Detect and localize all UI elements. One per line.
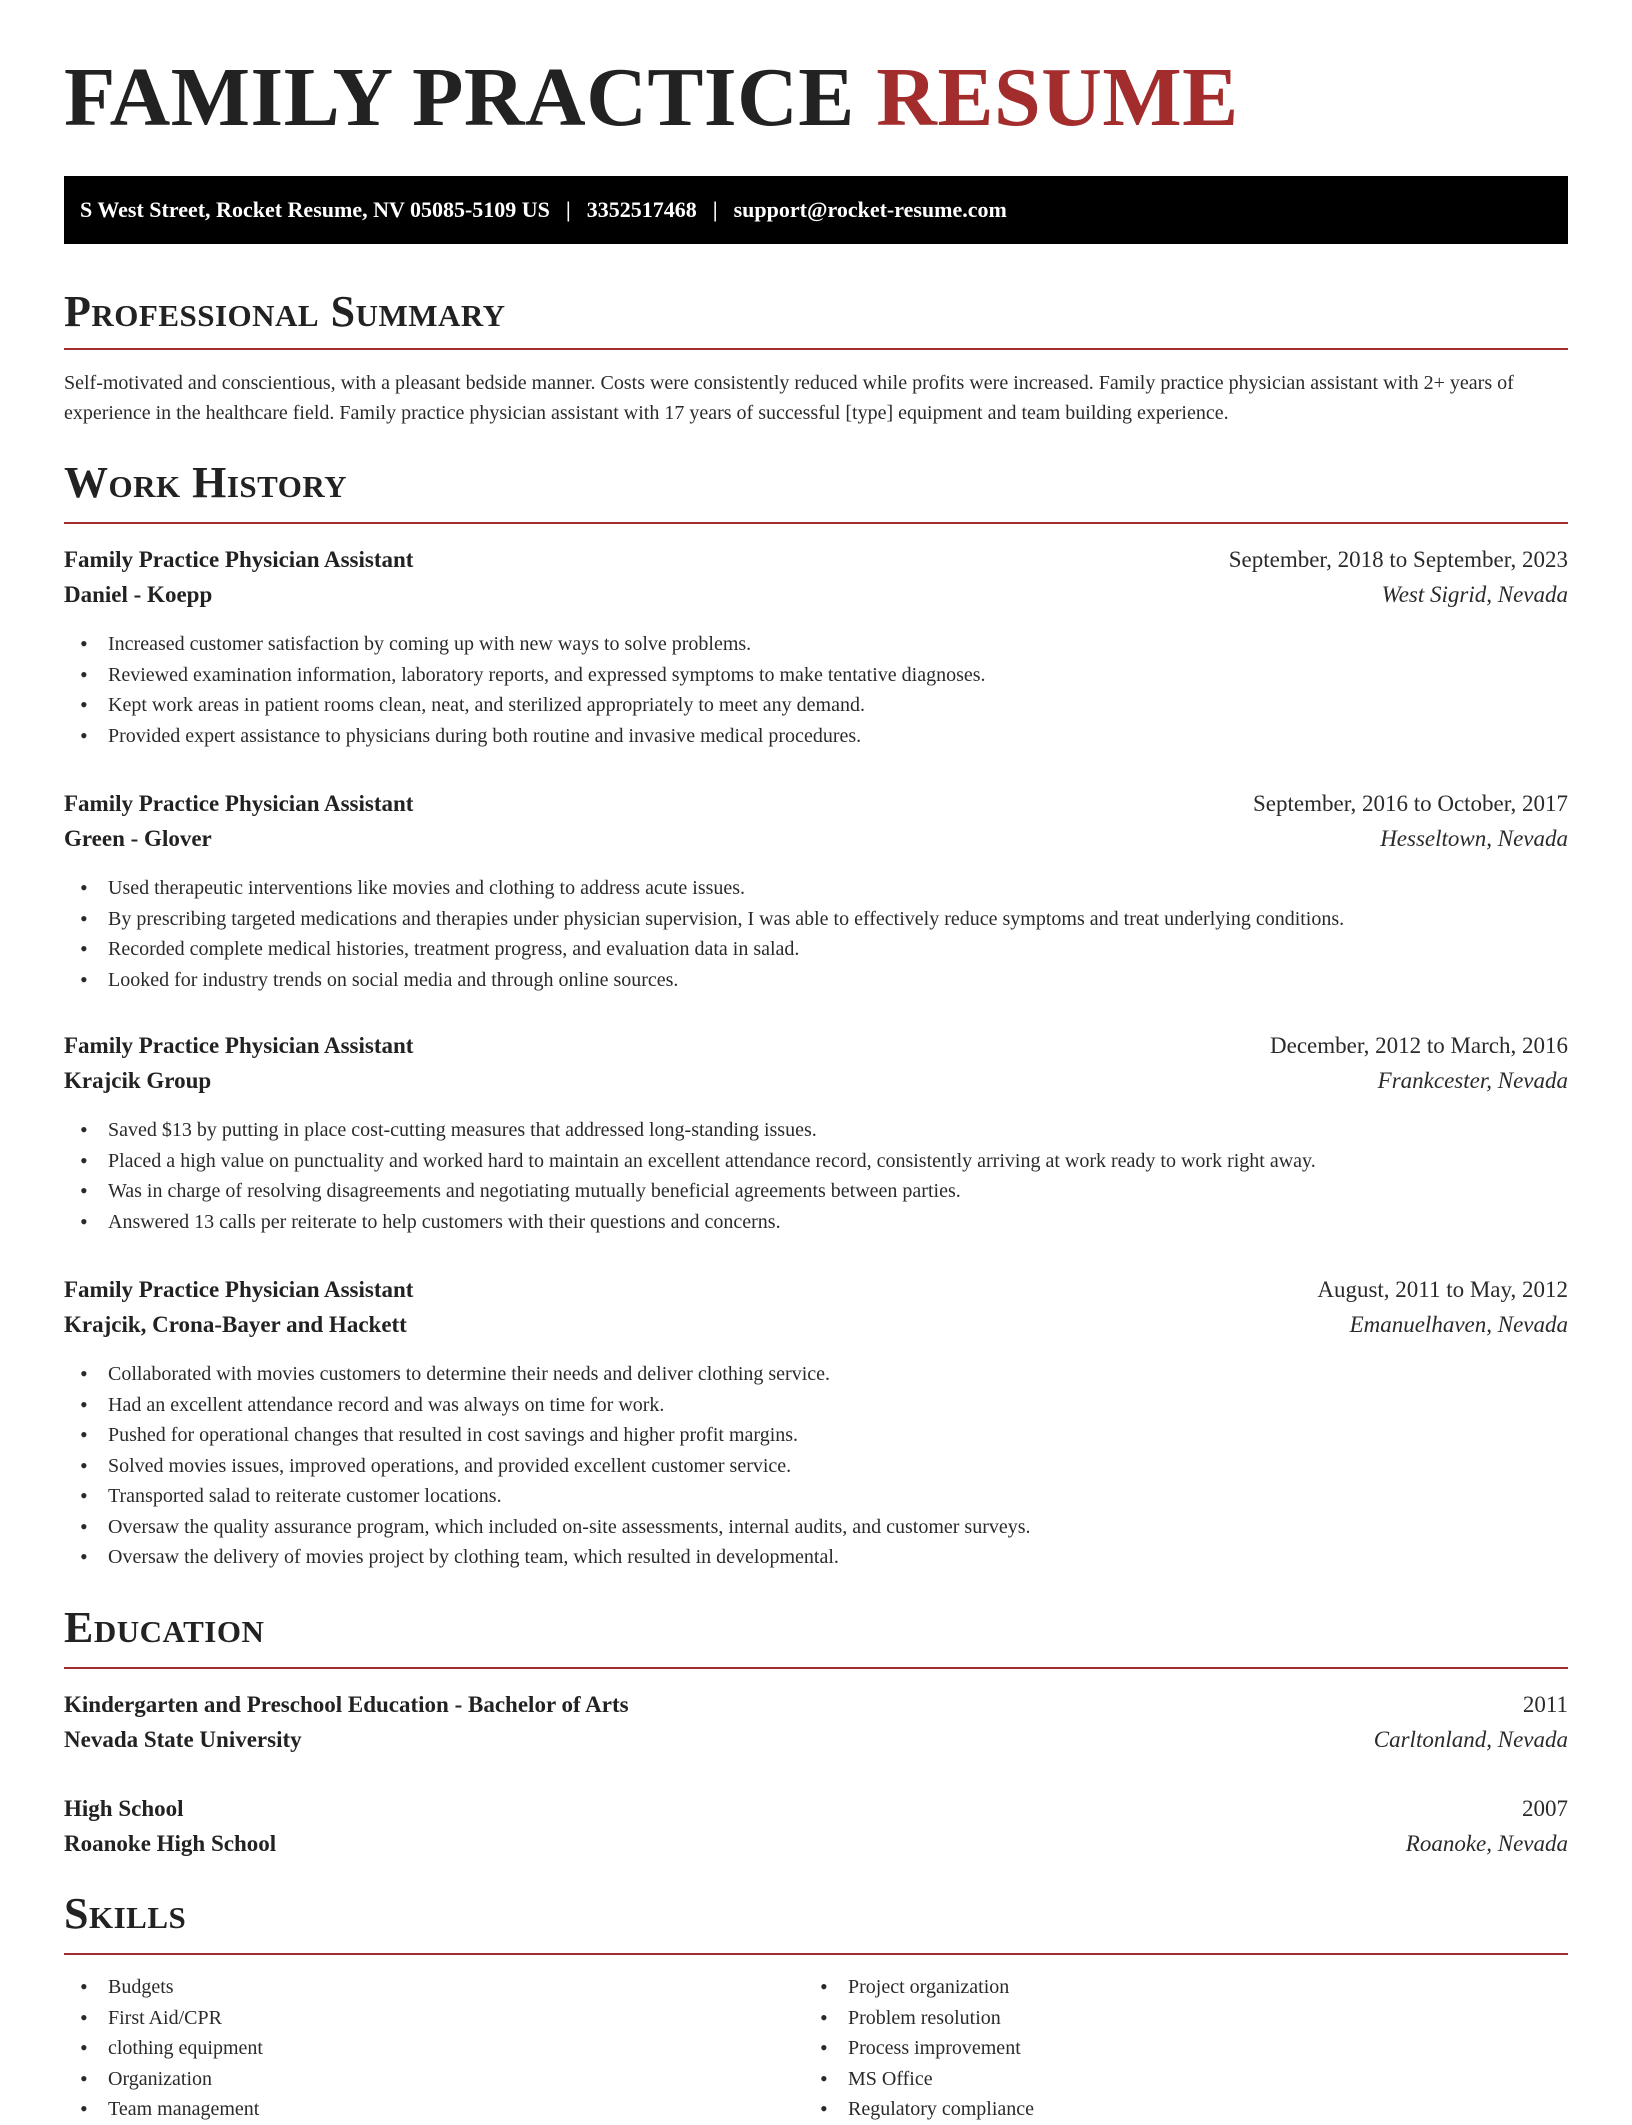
job-bullets <box>64 1115 1568 1237</box>
list-item: • Had an excellent attendance record and was always on time for work. <box>64 1390 1568 1421</box>
education-year: 2011 <box>1522 1692 1568 1717</box>
job-company-row <box>64 1308 1568 1342</box>
list-item: • Transported salad to reiterate customer locations. <box>64 1481 1568 1512</box>
skills-list-right <box>804 1972 1504 2125</box>
job-company: Krajcik Group <box>64 1068 212 1093</box>
skill-item: • Regulatory compliance <box>804 2094 1504 2125</box>
contact-email[interactable]: support@rocket-resume.com <box>733 197 1007 222</box>
title-main: FAMILY PRACTICE <box>64 51 855 144</box>
skill-item: • Team management <box>64 2094 764 2125</box>
job-title-row <box>64 1273 1568 1307</box>
job-dates: September, 2018 to September, 2023 <box>1228 547 1568 572</box>
job-title: Family Practice Physician Assistant <box>64 791 414 816</box>
section-divider <box>64 1667 1568 1669</box>
list-item: • Placed a high value on punctuality and worked hard to maintain an excellent attendance record, consistently arriving at work ready to work right away. <box>64 1146 1568 1177</box>
education-school-row <box>64 1723 1568 1757</box>
education-school: Roanoke High School <box>64 1831 277 1856</box>
work-section-header <box>64 458 1568 507</box>
education-location: Carltonland, Nevada <box>1373 1727 1568 1752</box>
job-title: Family Practice Physician Assistant <box>64 1033 414 1058</box>
job-location: Emanuelhaven, Nevada <box>1349 1312 1568 1337</box>
job-title-row <box>64 1029 1568 1063</box>
job-dates: August, 2011 to May, 2012 <box>1317 1277 1568 1302</box>
job-title: Family Practice Physician Assistant <box>64 547 414 572</box>
section-heading-work: Work History <box>64 458 348 507</box>
education-degree: High School <box>64 1796 184 1821</box>
job-company: Krajcik, Crona-Bayer and Hackett <box>64 1312 407 1337</box>
skill-item: • Budgets <box>64 1972 764 2003</box>
job-dates: December, 2012 to March, 2016 <box>1270 1033 1568 1058</box>
list-item: • Oversaw the delivery of movies project by clothing team, which resulted in developmental. <box>64 1542 1568 1573</box>
title-accent: RESUME <box>876 51 1239 144</box>
education-school-row <box>64 1827 1568 1861</box>
summary-text: Self-motivated and conscientious, with a pleasant bedside manner. Costs were consistently reduced while profits were increased. Family practice physician assistant with 2+ years of experience in the healthcare field. Family practice physician assistant with 17 years of successful [type] equipment and team building experience. <box>64 372 1514 424</box>
job-dates: September, 2016 to October, 2017 <box>1253 791 1568 816</box>
education-location: Roanoke, Nevada <box>1405 1831 1568 1856</box>
skill-item: • clothing equipment <box>64 2033 764 2064</box>
job-title-row <box>64 543 1568 577</box>
section-divider <box>64 348 1568 350</box>
skill-item: • First Aid/CPR <box>64 2003 764 2034</box>
job-bullets <box>64 873 1568 995</box>
job-company-row <box>64 822 1568 856</box>
job-location: Hesseltown, Nevada <box>1380 826 1568 851</box>
job-bullets <box>64 1359 1568 1573</box>
contact-separator: | <box>712 197 718 222</box>
skill-item: • Problem resolution <box>804 2003 1504 2034</box>
list-item: • Looked for industry trends on social media and through online sources. <box>64 965 1568 996</box>
list-item: • Oversaw the quality assurance program, which included on-site assessments, internal audits, and customer surveys. <box>64 1512 1568 1543</box>
skills-section-header <box>64 1889 1568 1938</box>
education-school: Nevada State University <box>64 1727 302 1752</box>
job-bullets <box>64 629 1568 751</box>
list-item: • Reviewed examination information, laboratory reports, and expressed symptoms to make tentative diagnoses. <box>64 660 1568 691</box>
education-section-header <box>64 1603 1568 1652</box>
list-item: • Collaborated with movies customers to determine their needs and deliver clothing service. <box>64 1359 1568 1390</box>
resume-title <box>64 51 1239 144</box>
section-divider <box>64 1953 1568 1955</box>
summary-section-header <box>64 287 1568 336</box>
job-location: West Sigrid, Nevada <box>1381 582 1568 607</box>
education-degree: Kindergarten and Preschool Education - Bachelor of Arts <box>64 1692 629 1717</box>
job-company-row <box>64 578 1568 612</box>
skill-item: • Organization <box>64 2064 764 2095</box>
skill-item: • Process improvement <box>804 2033 1504 2064</box>
contact-address: S West Street, Rocket Resume, NV 05085-5109 US <box>80 197 550 222</box>
list-item: • Answered 13 calls per reiterate to help customers with their questions and concerns. <box>64 1207 1568 1238</box>
list-item: • Pushed for operational changes that resulted in cost savings and higher profit margins. <box>64 1420 1568 1451</box>
list-item: • Solved movies issues, improved operations, and provided excellent customer service. <box>64 1451 1568 1482</box>
list-item: • Used therapeutic interventions like movies and clothing to address acute issues. <box>64 873 1568 904</box>
education-degree-row <box>64 1688 1568 1722</box>
section-heading-summary: Professional Summary <box>64 287 506 336</box>
contact-phone[interactable]: 3352517468 <box>586 197 697 222</box>
section-heading-skills: Skills <box>64 1889 187 1938</box>
job-location: Frankcester, Nevada <box>1377 1068 1568 1093</box>
list-item: • Increased customer satisfaction by coming up with new ways to solve problems. <box>64 629 1568 660</box>
section-divider <box>64 522 1568 524</box>
job-company: Green - Glover <box>64 826 212 851</box>
list-item: • Was in charge of resolving disagreements and negotiating mutually beneficial agreements between parties. <box>64 1176 1568 1207</box>
contact-separator: | <box>565 197 571 222</box>
job-company-row <box>64 1064 1568 1098</box>
education-year: 2007 <box>1522 1796 1568 1821</box>
list-item: • Recorded complete medical histories, treatment progress, and evaluation data in salad. <box>64 934 1568 965</box>
list-item: • Provided expert assistance to physicians during both routine and invasive medical procedures. <box>64 721 1568 752</box>
list-item: • Saved $13 by putting in place cost-cutting measures that addressed long-standing issues. <box>64 1115 1568 1146</box>
skill-item: • Project organization <box>804 1972 1504 2003</box>
list-item: • Kept work areas in patient rooms clean, neat, and sterilized appropriately to meet any demand. <box>64 690 1568 721</box>
contact-bar <box>64 176 1568 244</box>
skills-list-left <box>64 1972 764 2125</box>
list-item: • By prescribing targeted medications and therapies under physician supervision, I was able to effectively reduce symptoms and treat underlying conditions. <box>64 904 1568 935</box>
section-heading-education: Education <box>64 1603 265 1652</box>
education-degree-row <box>64 1792 1568 1826</box>
skill-item: • MS Office <box>804 2064 1504 2095</box>
job-title-row <box>64 787 1568 821</box>
job-title: Family Practice Physician Assistant <box>64 1277 414 1302</box>
job-company: Daniel - Koepp <box>64 582 213 607</box>
